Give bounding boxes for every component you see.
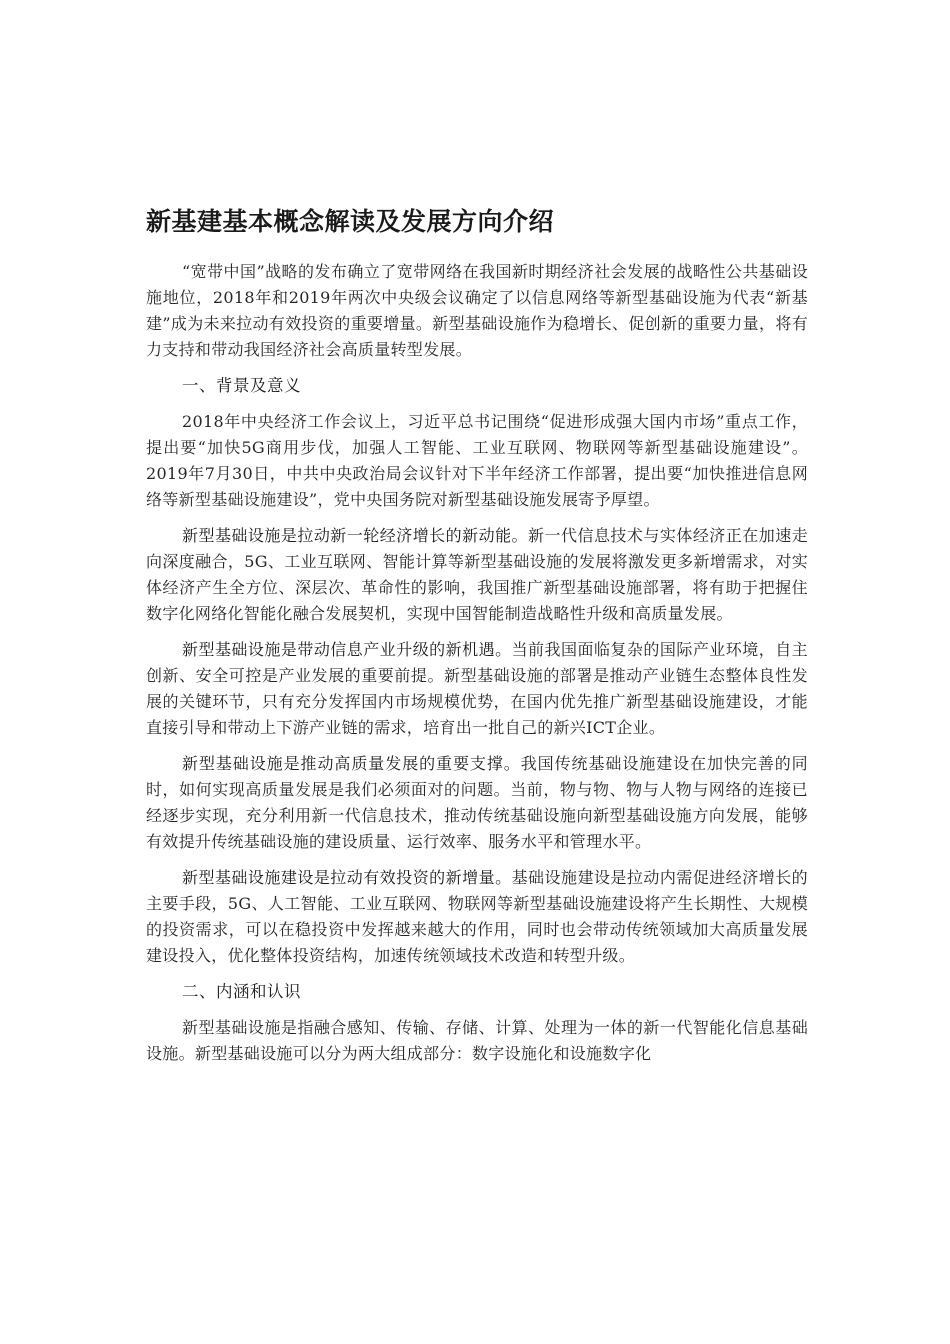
intro-paragraph: “宽带中国”战略的发布确立了宽带网络在我国新时期经济社会发展的战略性公共基础设施地位，2018年和2019年两次中央级会议确定了以信息网络等新型基础设施为代表“新基建”成为未来拉动有效投资的重要增量。新型基础设施作为稳增长、促创新的重要力量，将有力支持和带动我国经济社会高质量转型发展。	[146, 262, 808, 359]
document-page	[146, 205, 808, 1077]
section-heading-background: 一、背景及意义	[182, 376, 301, 395]
paragraph-body: 当前我国面临复杂的国际产业环境，自主创新、安全可控是产业发展的重要前提。新型基础设施的部署是推动产业链生态整体良性发展的关键环节，只有充分发挥国内市场规模优势，在国内优先推广新型基础设施建设，才能直接引导和带动上下游产业链的需求，培育出一批自己的新兴ICT企业。	[146, 640, 808, 737]
paragraph-lead-sentence: 新型基础设施建设是拉动有效投资的新增量。	[182, 868, 512, 887]
background-paragraph-4	[146, 751, 808, 855]
background-paragraph-2	[146, 523, 808, 627]
paragraph-lead-sentence: 新型基础设施是推动高质量发展的重要支撑。	[182, 754, 521, 773]
background-paragraph-1: 2018年中央经济工作会议上，习近平总书记围绕“促进形成强大国内市场”重点工作，提出要“加快5G商用步伐，加强人工智能、工业互联网、物联网等新型基础设施建设”。2019年7月30日，中共中央政治局会议针对下半年经济工作部署，提出要“加快推进信息网络等新型基础设施建设”，党中央国务院对新型基础设施发展寄予厚望。	[146, 412, 808, 509]
paragraph-body: 我国传统基础设施建设在加快完善的同时，如何实现高质量发展是我们必须面对的问题。当前，物与物、物与人物与网络的连接已经逐步实现，充分利用新一代信息技术，推动传统基础设施向新型基础设施方向发展，能够有效提升传统基础设施的建设质量、运行效率、服务水平和管理水平。	[146, 754, 808, 851]
section-heading-connotation: 二、内涵和认识	[182, 982, 301, 1001]
paragraph-lead-sentence: 新型基础设施是拉动新一轮经济增长的新动能。	[182, 526, 529, 545]
background-paragraph-3	[146, 637, 808, 741]
background-paragraph-5	[146, 865, 808, 969]
paragraph-body: 新一代信息技术与实体经济正在加速走向深度融合，5G、工业互联网、智能计算等新型基础设施的发展将激发更多新增需求，对实体经济产生全方位、深层次、革命性的影响，我国推广新型基础设施部署，将有助于把握住数字化网络化智能化融合发展契机，实现中国智能制造战略性升级和高质量发展。	[146, 526, 808, 623]
paragraph-lead-sentence: 新型基础设施是带动信息产业升级的新机遇。	[182, 640, 512, 659]
connotation-paragraph-1: 新型基础设施是指融合感知、传输、存储、计算、处理为一体的新一代智能化信息基础设施。新型基础设施可以分为两大组成部分：数字设施化和设施数字化	[146, 1018, 808, 1063]
document-title: 新基建基本概念解读及发展方向介绍	[146, 207, 555, 236]
paragraph-body: 基础设施建设是拉动内需促进经济增长的主要手段，5G、人工智能、工业互联网、物联网等新型基础设施建设将产生长期性、大规模的投资需求，可以在稳投资中发挥越来越大的作用，同时也会带动传统领域加大高质量发展建设投入，优化整体投资结构，加速传统领域技术改造和转型升级。	[146, 868, 808, 965]
